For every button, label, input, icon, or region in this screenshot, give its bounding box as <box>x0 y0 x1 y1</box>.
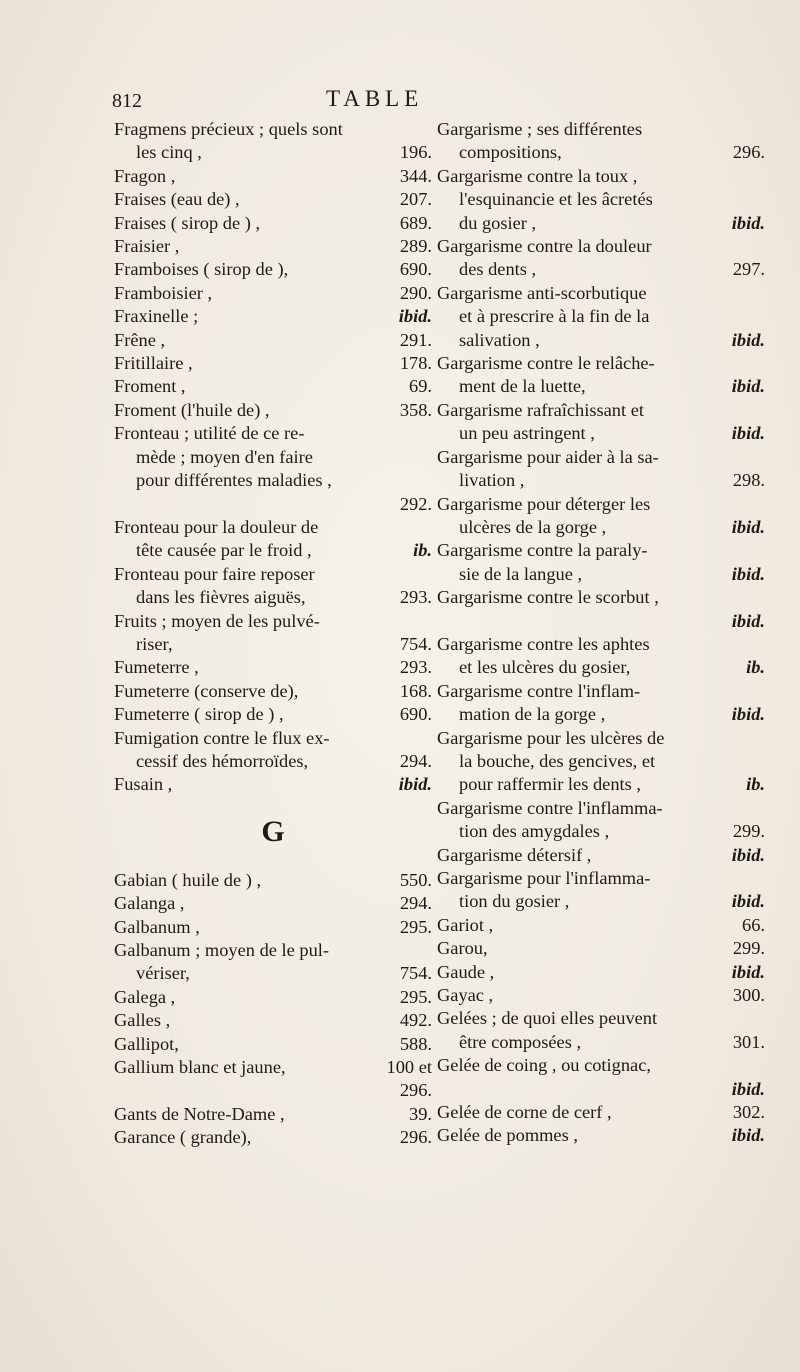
entry-term: cessif des hémorroïdes, <box>136 750 309 771</box>
entry-term: ment de la luette, <box>459 376 586 397</box>
page-reference: ibid. <box>731 423 765 444</box>
index-entry <box>114 165 432 188</box>
entry-term: Fritillaire , <box>114 353 193 374</box>
entry-term: Fraisier , <box>114 236 180 257</box>
entry-term: Gabian ( huile de ) , <box>114 869 262 890</box>
index-entry-line <box>437 422 765 445</box>
entry-term: Gargarisme contre le relâche- <box>437 353 655 374</box>
entry-term: Galles , <box>114 1010 171 1031</box>
index-entry <box>437 914 765 937</box>
index-entry-line <box>114 305 432 328</box>
entry-term: des dents , <box>459 259 537 280</box>
entry-term: Gallium blanc et jaune, <box>114 1057 286 1078</box>
index-entry-line <box>437 773 765 796</box>
index-entry-line <box>114 1079 432 1102</box>
index-entry <box>114 422 432 516</box>
page-reference: 302. <box>732 1102 765 1123</box>
index-entry-line <box>114 962 432 985</box>
index-entry-line <box>437 1101 765 1124</box>
index-entry-line <box>114 493 432 516</box>
index-entry-line <box>437 352 765 375</box>
index-entry-line <box>114 892 432 915</box>
index-entry-line <box>437 844 765 867</box>
page-reference: 689. <box>399 212 432 233</box>
entry-term: Gaude , <box>437 961 495 982</box>
entry-term: Framboises ( sirop de ), <box>114 259 289 280</box>
index-entry-line <box>114 1103 432 1126</box>
index-entry-line <box>437 750 765 773</box>
page-reference: ibid. <box>731 563 765 584</box>
page-reference: ibid. <box>731 891 765 912</box>
entry-term: Gargarisme pour l'inflamma- <box>437 868 651 888</box>
index-entry <box>114 1009 432 1032</box>
index-entry-line <box>114 939 432 962</box>
index-entry-line <box>114 516 432 539</box>
index-entry-line <box>114 680 432 703</box>
page-reference: ibid. <box>731 376 765 397</box>
entry-term: Gargarisme contre la toux , <box>437 165 638 186</box>
entry-term: compositions, <box>459 142 562 163</box>
index-entry-line <box>114 1126 432 1149</box>
index-entry-line <box>114 633 432 656</box>
entry-term: Fraises (eau de) , <box>114 189 240 210</box>
entry-term: Gargarisme ; ses différentes <box>437 119 643 139</box>
index-entry <box>437 961 765 984</box>
entry-term: Fumeterre ( sirop de ) , <box>114 704 284 725</box>
index-entry-line <box>114 563 432 586</box>
index-entry <box>437 165 765 235</box>
index-entry-line <box>437 329 765 352</box>
index-entry <box>437 493 765 540</box>
index-entry-line <box>437 867 765 890</box>
index-entry <box>114 703 432 726</box>
section-letter-heading: G <box>261 814 285 848</box>
index-entry <box>437 282 765 352</box>
entry-term: Fusain , <box>114 774 173 795</box>
index-entry-line <box>437 235 765 258</box>
page-header <box>112 86 438 116</box>
page-reference: 690. <box>399 259 432 280</box>
page-reference: ib. <box>413 540 432 561</box>
index-entry-line <box>437 1054 765 1077</box>
entry-term: Fumeterre , <box>114 657 199 678</box>
index-entry-line <box>437 188 765 211</box>
index-entry-line <box>437 610 765 633</box>
index-entry-line <box>114 986 432 1009</box>
index-entry-line <box>437 703 765 726</box>
page-reference: 344. <box>399 165 432 186</box>
index-entry <box>437 1007 765 1054</box>
index-entry <box>114 916 432 939</box>
index-entry-line <box>114 1056 432 1079</box>
entry-term: tion du gosier , <box>459 891 570 912</box>
index-entry-line <box>114 773 432 796</box>
page-reference: 296. <box>399 1127 432 1148</box>
entry-term: Gargarisme contre l'inflamma- <box>437 797 663 818</box>
entry-term: un peu astringent , <box>459 423 595 444</box>
index-entry-line <box>437 446 765 469</box>
page-reference: 39. <box>409 1103 432 1124</box>
page-reference: 168. <box>399 680 432 701</box>
index-entry <box>114 258 432 281</box>
entry-term: pour raffermir les dents , <box>459 774 641 795</box>
entry-term: Gelée de pommes , <box>437 1125 578 1146</box>
index-entry-line <box>114 329 432 352</box>
index-entry <box>437 446 765 493</box>
index-entry-line <box>437 890 765 913</box>
index-entry <box>437 352 765 399</box>
index-entry-line <box>114 422 432 445</box>
page-reference: 289. <box>399 236 432 257</box>
page-reference: 690. <box>399 704 432 725</box>
index-entry-line <box>437 961 765 984</box>
entry-term: Gargarisme pour les ulcères de <box>437 727 665 748</box>
index-entry <box>114 773 432 796</box>
page-reference: 296. <box>399 1080 432 1101</box>
page-reference: 754. <box>399 633 432 654</box>
entry-term: Fruits ; moyen de les pulvé- <box>114 610 320 631</box>
entry-term: Fraises ( sirop de ) , <box>114 212 261 233</box>
page-reference: 69. <box>409 376 432 397</box>
entry-term: riser, <box>136 633 173 654</box>
index-entry <box>114 727 432 774</box>
index-column-right <box>437 118 765 1148</box>
page-reference: ibid. <box>398 306 432 327</box>
page-reference: 295. <box>399 986 432 1007</box>
page-reference: ibid. <box>398 774 432 795</box>
index-entry-line <box>437 141 765 164</box>
entry-term: Gants de Notre-Dame , <box>114 1103 285 1124</box>
index-entry-line <box>114 352 432 375</box>
index-entry-line <box>114 399 432 422</box>
entry-term: Gelée de coing , ou cotignac, <box>437 1055 651 1076</box>
page-reference: ib. <box>746 657 765 678</box>
index-entry-line <box>114 869 432 892</box>
page-reference: 754. <box>399 963 432 984</box>
entry-term: Gargarisme pour aider à la sa- <box>437 446 659 467</box>
entry-term: Froment (l'huile de) , <box>114 399 270 420</box>
entry-term: ulcères de la gorge , <box>459 516 607 537</box>
entry-term: dans les fièvres aiguës, <box>136 587 306 608</box>
page-reference: 207. <box>399 189 432 210</box>
index-entry <box>114 329 432 352</box>
entry-term: Fragon , <box>114 165 176 186</box>
entry-term: Fronteau pour faire reposer <box>114 563 315 584</box>
index-entry-line <box>114 703 432 726</box>
index-entry <box>437 844 765 867</box>
entry-term: sie de la langue , <box>459 563 583 584</box>
entry-term: Gargarisme pour déterger les <box>437 493 651 514</box>
entry-term: Gelée de corne de cerf , <box>437 1102 612 1123</box>
index-entry <box>114 939 432 986</box>
index-entry-line <box>437 212 765 235</box>
index-entry-line <box>114 212 432 235</box>
index-entry-line <box>437 797 765 820</box>
index-entry <box>114 305 432 328</box>
index-entry-line <box>437 563 765 586</box>
index-entry <box>437 984 765 1007</box>
index-entry-line <box>437 118 765 141</box>
entry-term: Garou, <box>437 938 488 959</box>
entry-term: salivation , <box>459 329 540 350</box>
index-entry <box>114 1126 432 1149</box>
page-reference: 292. <box>399 493 432 514</box>
index-entry <box>437 235 765 282</box>
index-entry <box>437 680 765 727</box>
page-reference: 298. <box>732 470 765 491</box>
page-reference: 291. <box>399 329 432 350</box>
index-entry <box>437 633 765 680</box>
index-entry-line <box>437 1124 765 1147</box>
index-entry-line <box>437 820 765 843</box>
index-entry-line <box>114 1033 432 1056</box>
index-entry <box>437 727 765 797</box>
index-entry <box>114 656 432 679</box>
index-entry <box>114 869 432 892</box>
entry-term: tête causée par le froid , <box>136 540 312 561</box>
page-number: 812 <box>112 90 142 112</box>
index-entry-line <box>114 586 432 609</box>
index-entry-line <box>437 984 765 1007</box>
index-entry <box>437 539 765 586</box>
page-reference: ib. <box>746 774 765 795</box>
index-entry <box>114 282 432 305</box>
index-entry-line <box>114 469 432 492</box>
page-reference: 290. <box>399 282 432 303</box>
entry-term: Gargarisme contre le scorbut , <box>437 587 659 608</box>
index-entry-line <box>437 633 765 656</box>
index-entry <box>437 586 765 633</box>
index-entry-line <box>437 305 765 328</box>
entry-term: mation de la gorge , <box>459 704 606 725</box>
index-entry-line <box>114 258 432 281</box>
page-reference: ibid. <box>731 329 765 350</box>
index-entry-line <box>114 446 432 469</box>
index-entry <box>437 1054 765 1101</box>
index-entry <box>114 892 432 915</box>
index-entry-line <box>437 937 765 960</box>
entry-term: Framboisier , <box>114 282 213 303</box>
index-entry <box>114 375 432 398</box>
page-reference: ibid. <box>731 516 765 537</box>
entry-term: Fronteau ; utilité de ce re- <box>114 423 305 444</box>
index-entry-line <box>114 1009 432 1032</box>
index-entry-line <box>114 165 432 188</box>
entry-term: Frêne , <box>114 329 166 350</box>
page-reference: 588. <box>399 1033 432 1054</box>
page-reference: 550. <box>399 869 432 890</box>
entry-term: du gosier , <box>459 212 537 233</box>
page-reference: ibid. <box>731 704 765 725</box>
page-reference: 294. <box>399 750 432 771</box>
entry-term: les cinq , <box>136 142 202 163</box>
page-reference: 299. <box>732 821 765 842</box>
entry-term: la bouche, des gencives, et <box>459 750 656 771</box>
page-reference: ibid. <box>731 844 765 865</box>
index-entry <box>114 610 432 657</box>
page-reference: 294. <box>399 893 432 914</box>
index-entry <box>437 118 765 165</box>
page-reference: ibid. <box>731 1078 765 1099</box>
index-entry-line <box>437 375 765 398</box>
index-column-left <box>114 118 432 1150</box>
entry-term: Gelées ; de quoi elles peuvent <box>437 1008 658 1029</box>
index-entry-line <box>114 539 432 562</box>
index-entry <box>114 399 432 422</box>
page-reference: ibid. <box>731 610 765 631</box>
index-entry-line <box>437 469 765 492</box>
page-reference: 295. <box>399 916 432 937</box>
index-entry-line <box>437 1007 765 1030</box>
index-entry-line <box>114 188 432 211</box>
index-entry <box>437 1101 765 1124</box>
entry-term: être composées , <box>459 1031 582 1052</box>
index-entry-line <box>437 656 765 679</box>
entry-term: Froment , <box>114 376 186 397</box>
index-entry <box>437 1124 765 1147</box>
entry-term: Gargarisme anti-scorbutique <box>437 282 647 303</box>
entry-term: Gargarisme contre les aphtes <box>437 633 650 654</box>
index-entry <box>437 797 765 844</box>
page-reference: 293. <box>399 657 432 678</box>
index-entry <box>114 680 432 703</box>
entry-term: et les ulcères du gosier, <box>459 657 631 678</box>
entry-term: Galega , <box>114 986 176 1007</box>
index-entry-line <box>114 282 432 305</box>
index-entry <box>437 867 765 914</box>
index-entry-line <box>114 235 432 258</box>
index-entry-line <box>437 165 765 188</box>
index-entry <box>114 986 432 1009</box>
page-reference: 100 et <box>386 1057 432 1078</box>
page-reference: 297. <box>732 259 765 280</box>
index-entry-line <box>437 1078 765 1101</box>
page-reference: 299. <box>732 938 765 959</box>
index-entry-line <box>437 914 765 937</box>
entry-term: Gargarisme contre la douleur <box>437 236 652 257</box>
index-entry <box>114 235 432 258</box>
entry-term: Gallipot, <box>114 1033 179 1054</box>
page-reference: 492. <box>399 1010 432 1031</box>
index-entry-line <box>437 539 765 562</box>
page-reference: ibid. <box>731 961 765 982</box>
index-entry-line <box>437 399 765 422</box>
entry-term: Galanga , <box>114 893 185 914</box>
index-entry-line <box>437 516 765 539</box>
index-entry-line <box>437 493 765 516</box>
index-entry <box>114 352 432 375</box>
entry-term: Fumigation contre le flux ex- <box>114 727 330 748</box>
index-entry-line <box>437 586 765 609</box>
entry-term: vériser, <box>136 963 190 984</box>
index-entry-line <box>437 727 765 750</box>
entry-term: Garance ( grande), <box>114 1127 252 1148</box>
index-entry <box>114 1056 432 1103</box>
entry-term: Gargarisme détersif , <box>437 844 592 865</box>
entry-term: Gargarisme contre l'inflam- <box>437 680 641 701</box>
index-entry <box>114 212 432 235</box>
index-entry <box>114 118 432 165</box>
index-entry <box>114 563 432 610</box>
entry-term: Galbanum ; moyen de le pul- <box>114 940 330 960</box>
entry-term: Fragmens précieux ; quels sont <box>114 119 343 139</box>
running-title: TABLE <box>326 86 424 111</box>
page-reference: ibid. <box>731 212 765 233</box>
index-entry-line <box>114 610 432 633</box>
entry-term: l'esquinancie et les âcretés <box>459 189 653 210</box>
index-entry-line <box>114 375 432 398</box>
entry-term: Fronteau pour la douleur de <box>114 516 319 537</box>
index-entry-line <box>114 727 432 750</box>
page-reference: 358. <box>399 399 432 420</box>
entry-term: tion des amygdales , <box>459 821 610 842</box>
index-entry-line <box>114 750 432 773</box>
page-reference: 178. <box>399 353 432 374</box>
index-entry-line <box>437 680 765 703</box>
page-reference: 296. <box>732 142 765 163</box>
page-reference: ibid. <box>731 1125 765 1146</box>
page-reference: 301. <box>732 1031 765 1052</box>
entry-term: Fraxinelle ; <box>114 306 199 327</box>
index-entry-line <box>114 141 432 164</box>
index-entry-line <box>114 118 432 141</box>
index-entry-line <box>114 656 432 679</box>
entry-term: Gargarisme rafraîchissant et <box>437 399 644 420</box>
index-entry <box>114 188 432 211</box>
page-reference: 196. <box>399 142 432 163</box>
page-reference: 66. <box>742 914 765 935</box>
entry-term: mède ; moyen d'en faire <box>136 446 313 467</box>
entry-term: Gayac , <box>437 985 494 1006</box>
index-entry <box>437 937 765 960</box>
index-entry-line <box>437 258 765 281</box>
entry-term: Fumeterre (conserve de), <box>114 680 299 701</box>
entry-term: livation , <box>459 470 525 491</box>
entry-term: Gargarisme contre la paraly- <box>437 540 648 561</box>
index-entry <box>437 399 765 446</box>
index-entry <box>114 1103 432 1126</box>
index-entry-line <box>114 916 432 939</box>
entry-term: pour différentes maladies , <box>136 470 332 491</box>
entry-term: Galbanum , <box>114 916 200 937</box>
entry-term: Gariot , <box>437 914 494 935</box>
index-entry-line <box>437 282 765 305</box>
entry-term: et à prescrire à la fin de la <box>459 306 650 327</box>
index-entry-line <box>437 1031 765 1054</box>
index-entry <box>114 516 432 563</box>
index-entry <box>114 1033 432 1056</box>
page-reference: 293. <box>399 587 432 608</box>
page-reference: 300. <box>732 985 765 1006</box>
